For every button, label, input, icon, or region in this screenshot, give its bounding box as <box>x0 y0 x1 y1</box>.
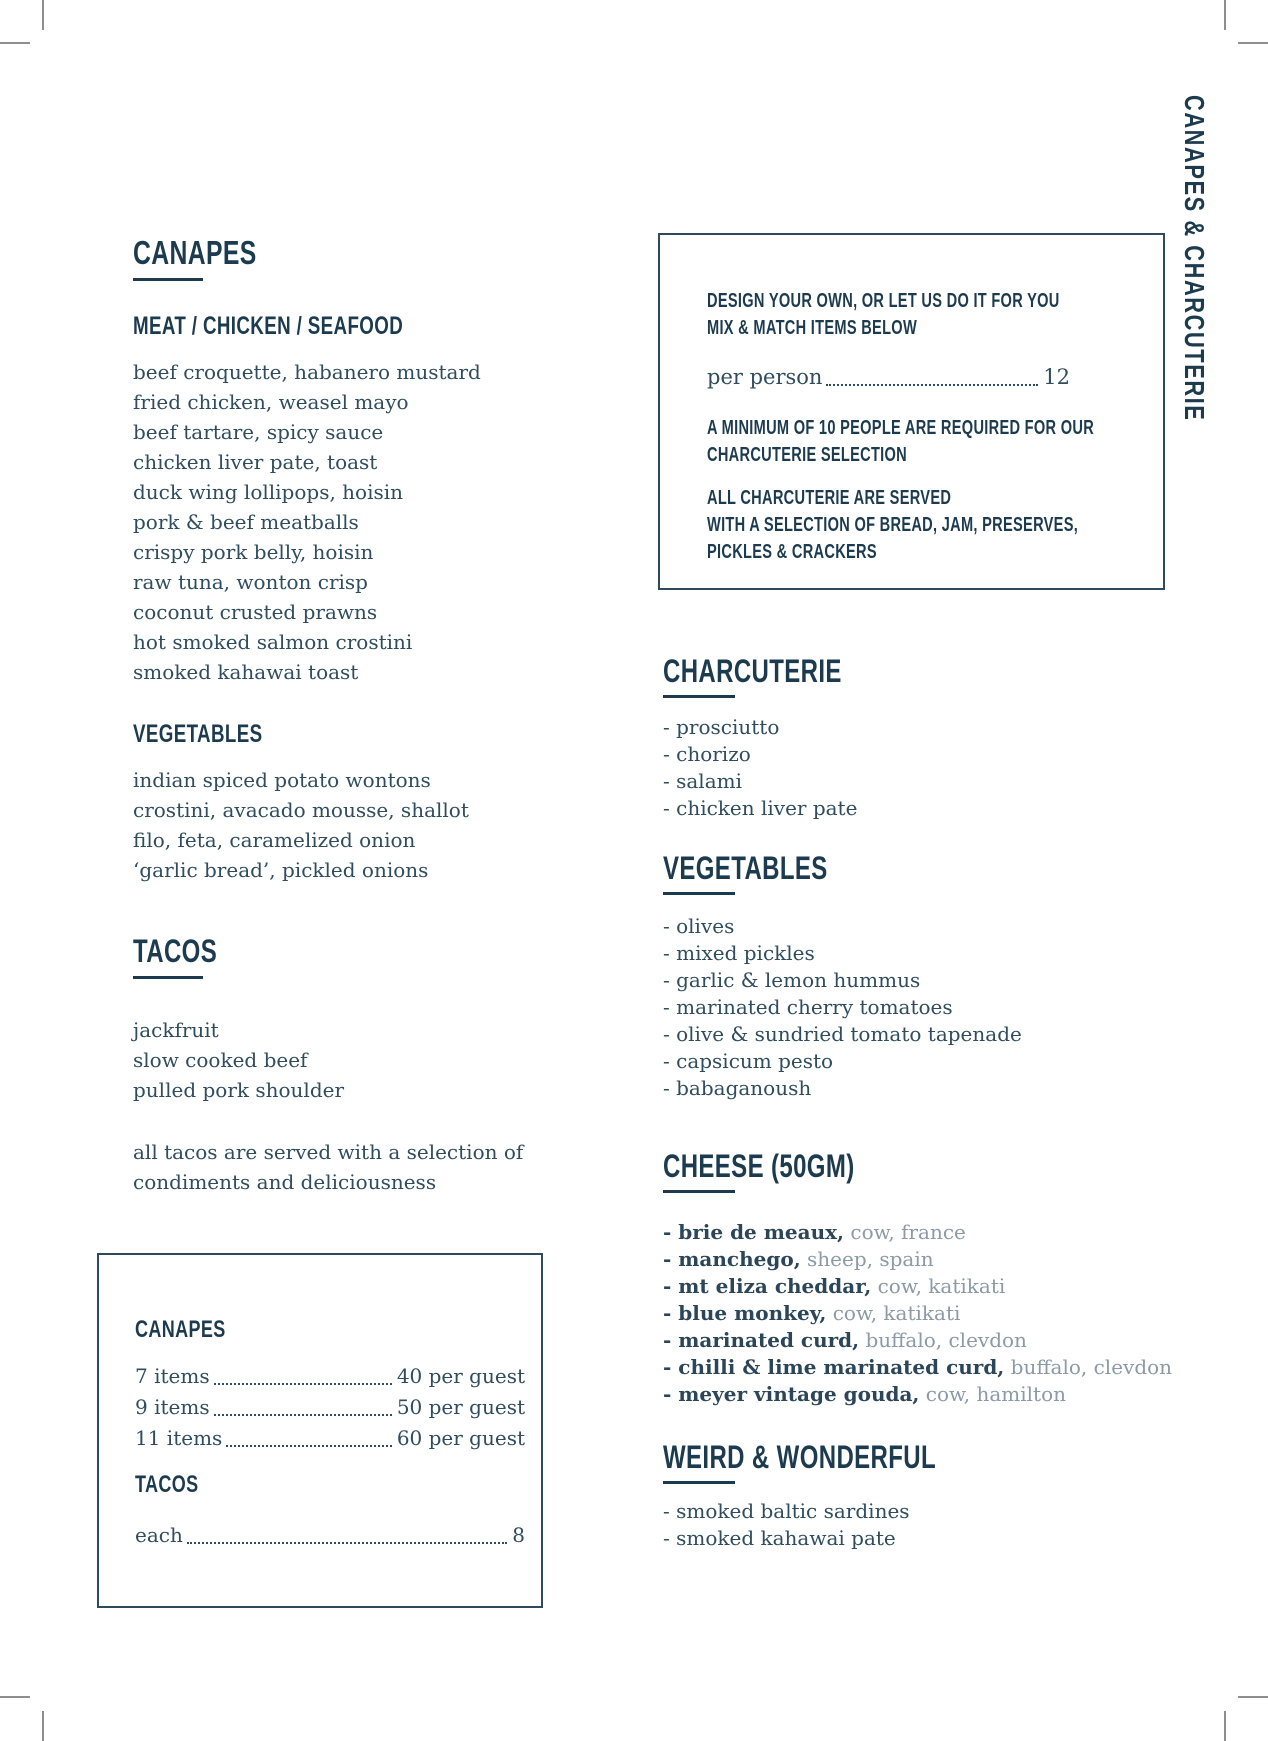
menu-item: slow cooked beef <box>133 1048 308 1072</box>
menu-item: - babaganoush <box>663 1076 812 1100</box>
tacos-note-line: all tacos are served with a selection of <box>133 1140 524 1164</box>
crop-mark-bottom-right-horizontal <box>1238 1696 1268 1698</box>
dotted-leader <box>826 384 1038 386</box>
info-box-minimum-line: CHARCUTERIE SELECTION <box>707 444 907 466</box>
vegetables-left-heading: VEGETABLES <box>133 720 263 748</box>
price-row <box>135 1423 525 1454</box>
crop-mark-bottom-left-vertical <box>42 1711 44 1741</box>
menu-item: indian spiced potato wontons <box>133 768 431 792</box>
info-box-minimum-line: A MINIMUM OF 10 PEOPLE ARE REQUIRED FOR OUR <box>707 417 1095 439</box>
charcuterie-items-list <box>663 714 1143 822</box>
per-person-label: per person <box>707 365 823 389</box>
meat-items-list <box>133 357 573 687</box>
vegetables-right-heading: VEGETABLES <box>663 850 828 886</box>
menu-item: - salami <box>663 769 742 793</box>
cheese-heading-underline <box>663 1190 735 1193</box>
info-box-served-note <box>707 485 1079 566</box>
info-box-minimum-note <box>707 415 1095 469</box>
menu-item: duck wing lollipops, hoisin <box>133 480 404 504</box>
cheese-item <box>663 1381 1143 1408</box>
cheese-item <box>663 1300 1143 1327</box>
menu-item: pulled pork shoulder <box>133 1078 345 1102</box>
menu-item: - smoked baltic sardines <box>663 1499 910 1523</box>
menu-item: coconut crusted prawns <box>133 600 378 624</box>
menu-item: - smoked kahawai pate <box>663 1526 896 1550</box>
tacos-note-line: condiments and deliciousness <box>133 1170 437 1194</box>
cheese-detail: cow, katikati <box>826 1301 961 1325</box>
cheese-name: - blue monkey, <box>663 1301 827 1325</box>
menu-item: - olives <box>663 914 735 938</box>
meat-chicken-seafood-heading: MEAT / CHICKEN / SEAFOOD <box>133 312 404 340</box>
per-person-value: 12 <box>1043 365 1070 389</box>
tacos-heading: TACOS <box>133 933 218 969</box>
menu-item: - marinated cherry tomatoes <box>663 995 953 1019</box>
menu-item: jackfruit <box>133 1018 219 1042</box>
price-label: each <box>135 1523 183 1547</box>
cheese-detail: sheep, spain <box>800 1247 934 1271</box>
charcuterie-heading: CHARCUTERIE <box>663 653 842 689</box>
weird-wonderful-items-list <box>663 1498 1143 1552</box>
info-box-intro-line: DESIGN YOUR OWN, OR LET US DO IT FOR YOU <box>707 290 1060 312</box>
cheese-item <box>663 1354 1173 1381</box>
price-label: 11 items <box>135 1426 223 1450</box>
price-label: 9 items <box>135 1395 210 1419</box>
per-person-row <box>707 362 1070 393</box>
info-box-served-line: PICKLES & CRACKERS <box>707 541 877 563</box>
menu-item: - mixed pickles <box>663 941 815 965</box>
price-row <box>135 1361 525 1392</box>
cheese-item <box>663 1273 1143 1300</box>
menu-item: crispy pork belly, hoisin <box>133 540 374 564</box>
menu-item: - garlic & lemon hummus <box>663 968 921 992</box>
menu-item: - chorizo <box>663 742 751 766</box>
crop-mark-bottom-right-vertical <box>1224 1711 1226 1741</box>
cheese-name: - manchego, <box>663 1247 801 1271</box>
menu-item: crostini, avacado mousse, shallot <box>133 798 469 822</box>
page-title-vertical: CANAPES & CHARCUTERIE <box>1179 95 1210 422</box>
left-column <box>133 236 573 1197</box>
cheese-name: - meyer vintage gouda, <box>663 1382 920 1406</box>
menu-item: pork & beef meatballs <box>133 510 359 534</box>
price-value: 8 <box>512 1523 525 1547</box>
canapes-heading: CANAPES <box>133 234 257 271</box>
crop-mark-top-right-vertical <box>1224 0 1226 30</box>
cheese-heading: CHEESE (50GM) <box>663 1148 855 1184</box>
cheese-detail: buffalo, clevdon <box>1004 1355 1173 1379</box>
right-column <box>663 653 1173 1552</box>
price-label: 7 items <box>135 1364 210 1388</box>
cheese-item <box>663 1327 1143 1354</box>
taco-items-list <box>133 1015 573 1105</box>
tacos-note <box>133 1137 573 1197</box>
info-box-intro <box>707 288 1060 342</box>
menu-item: smoked kahawai toast <box>133 660 359 684</box>
cheese-name: - mt eliza cheddar, <box>663 1274 872 1298</box>
price-box-tacos-heading: TACOS <box>135 1471 199 1498</box>
dotted-leader <box>187 1542 507 1544</box>
cheese-detail: cow, katikati <box>871 1274 1006 1298</box>
menu-item: hot smoked salmon crostini <box>133 630 413 654</box>
crop-mark-top-left-horizontal <box>0 42 30 44</box>
price-value: 60 per guest <box>396 1426 525 1450</box>
crop-mark-bottom-left-horizontal <box>0 1696 30 1698</box>
vegetables-right-items-list <box>663 913 1143 1102</box>
cheese-detail: cow, france <box>844 1220 966 1244</box>
crop-mark-top-right-horizontal <box>1238 42 1268 44</box>
info-box-served-line: WITH A SELECTION OF BREAD, JAM, PRESERVES, <box>707 514 1079 536</box>
menu-item: - prosciutto <box>663 715 780 739</box>
price-value: 40 per guest <box>396 1364 525 1388</box>
info-box <box>658 233 1165 590</box>
crop-mark-top-left-vertical <box>42 0 44 30</box>
menu-item: - capsicum pesto <box>663 1049 834 1073</box>
menu-item: beef croquette, habanero mustard <box>133 360 481 384</box>
tacos-heading-underline <box>133 976 203 979</box>
menu-item: beef tartare, spicy sauce <box>133 420 384 444</box>
price-row <box>135 1520 525 1551</box>
cheese-item <box>663 1219 1143 1246</box>
info-box-intro-line: MIX & MATCH ITEMS BELOW <box>707 317 918 339</box>
cheese-name: - chilli & lime marinated curd, <box>663 1355 1005 1379</box>
cheese-items-list <box>663 1219 1173 1408</box>
price-box-canapes-heading: CANAPES <box>135 1316 226 1343</box>
dotted-leader <box>226 1445 392 1447</box>
weird-wonderful-heading: WEIRD & WONDERFUL <box>663 1439 937 1475</box>
cheese-name: - marinated curd, <box>663 1328 860 1352</box>
cheese-detail: cow, hamilton <box>919 1382 1066 1406</box>
canapes-heading-underline <box>133 278 203 281</box>
vegetables-right-heading-underline <box>663 892 735 895</box>
charcuterie-heading-underline <box>663 695 735 698</box>
info-box-served-line: ALL CHARCUTERIE ARE SERVED <box>707 487 952 509</box>
weird-wonderful-heading-underline <box>663 1481 735 1484</box>
price-box <box>97 1253 543 1608</box>
menu-item: fried chicken, weasel mayo <box>133 390 409 414</box>
vegetable-items-list <box>133 765 573 885</box>
cheese-name: - brie de meaux, <box>663 1220 845 1244</box>
price-value: 50 per guest <box>396 1395 525 1419</box>
menu-item: ‘garlic bread’, pickled onions <box>133 858 429 882</box>
dotted-leader <box>214 1383 392 1385</box>
menu-item: chicken liver pate, toast <box>133 450 378 474</box>
menu-item: - chicken liver pate <box>663 796 858 820</box>
menu-item: raw tuna, wonton crisp <box>133 570 368 594</box>
menu-item: - olive & sundried tomato tapenade <box>663 1022 1022 1046</box>
canapes-price-list <box>135 1361 525 1454</box>
menu-item: filo, feta, caramelized onion <box>133 828 416 852</box>
cheese-item <box>663 1246 1143 1273</box>
dotted-leader <box>214 1414 392 1416</box>
cheese-detail: buffalo, clevdon <box>859 1328 1027 1352</box>
price-row <box>135 1392 525 1423</box>
